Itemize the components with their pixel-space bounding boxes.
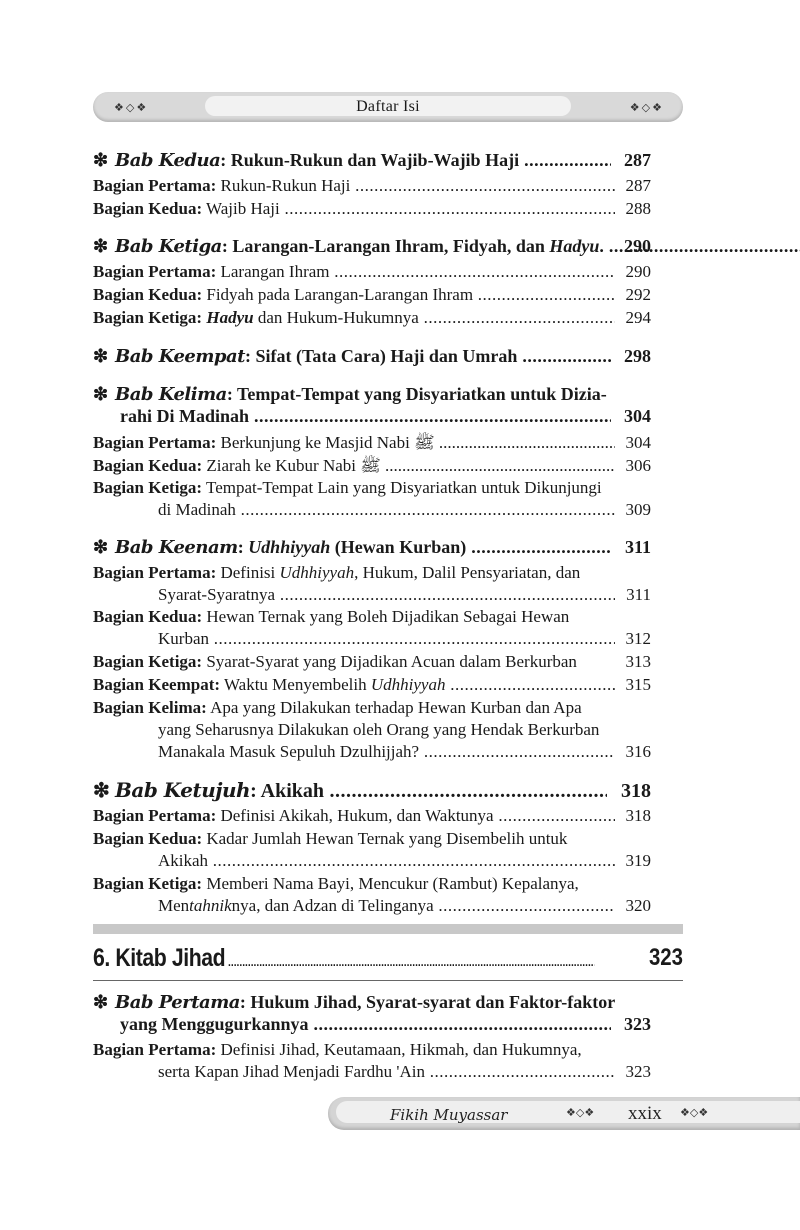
ornament-right-icon: ❖ ◇ ❖	[629, 101, 662, 114]
toc-bab-entry-cont[interactable]: rahi Di Madinah ..... 304	[120, 406, 651, 430]
toc-bagian-entry[interactable]: Bagian Kedua: Ziarah ke Kubur Nabi ﷺ ..... 306	[93, 455, 651, 477]
kitab-page: 323	[648, 944, 683, 971]
asterisk-icon: ❇	[93, 384, 109, 404]
toc-bagian-entry-cont[interactable]: Manakala Masuk Sepuluh Dzulhijjah? ..... 316	[158, 742, 651, 764]
toc-bagian-entry[interactable]: Bagian Kedua: Kadar Jumlah Hewan Ternak yang Disembelih untuk	[93, 829, 568, 848]
toc-bagian-entry-cont[interactable]: di Madinah ..... 309	[158, 500, 651, 522]
toc-bagian-entry[interactable]: Bagian Kedua: Hewan Ternak yang Boleh Dijadikan Sebagai Hewan	[93, 607, 570, 626]
toc-bagian-entry[interactable]: Bagian Ketiga: Hadyu dan Hukum-Hukumnya ..... 294	[93, 308, 651, 330]
header-title: Daftar Isi	[356, 98, 420, 115]
toc-bagian-entry[interactable]: Bagian Ketiga: Memberi Nama Bayi, Mencukur (Rambut) Kepalanya,	[93, 874, 579, 893]
toc-bagian-entry-cont[interactable]: Kurban ..... 312	[158, 629, 651, 651]
toc-bagian-entry[interactable]: Bagian Pertama: Rukun-Rukun Haji ..... 287	[93, 176, 651, 198]
toc-bab-entry-cont[interactable]: yang Menggugurkannya ..... 323	[120, 1014, 651, 1038]
toc-bagian-entry-cont[interactable]: Mentahniknya, dan Adzan di Telinganya ..... 320	[158, 896, 651, 918]
toc-bab-entry[interactable]: ❇ Bab Kedua: Rukun-Rukun dan Wajib-Wajib Haji ..... 287	[93, 150, 651, 174]
footer-book-title: Fikih Muyassar	[390, 1106, 508, 1124]
toc-bagian-entry-cont[interactable]: Syarat-Syaratnya ..... 311	[158, 585, 651, 607]
toc-kitab-entry[interactable]: 6. Kitab Jihad .....	[93, 944, 595, 978]
asterisk-icon: ❇	[93, 992, 109, 1012]
asterisk-icon: ❇	[93, 537, 109, 557]
toc-bab-entry[interactable]: ❇ Bab Keempat: Sifat (Tata Cara) Haji dan Umrah ..... 298	[93, 346, 651, 370]
toc-bab-entry[interactable]: ❇ Bab Keenam: Udhhiyyah (Hewan Kurban) ..... 311	[93, 537, 651, 561]
toc-bagian-entry-cont[interactable]: serta Kapan Jihad Menjadi Fardhu 'Ain ..... 323	[158, 1062, 651, 1084]
toc-bagian-entry[interactable]: Bagian Kedua: Fidyah pada Larangan-Larangan Ihram ..... 292	[93, 285, 651, 307]
asterisk-icon: ❇	[93, 346, 109, 366]
toc-bagian-entry[interactable]: Bagian Pertama: Definisi Udhhiyyah, Hukum, Dalil Pensyariatan, dan	[93, 563, 581, 582]
toc-bab-entry[interactable]: ❇ Bab Kelima: Tempat-Tempat yang Disyariatkan untuk Dizia-	[93, 384, 607, 405]
toc-bab-entry[interactable]: ❇ Bab Ketujuh: Akikah ..... 318	[93, 778, 651, 802]
toc-bagian-entry[interactable]: Bagian Pertama: Berkunjung ke Masjid Nabi ﷺ ..... 304	[93, 432, 651, 454]
toc-bab-entry[interactable]: ❇ Bab Pertama: Hukum Jihad, Syarat-syarat dan Faktor-faktor	[93, 992, 616, 1013]
ornament-footer-icon: ❖◇❖	[566, 1107, 595, 1119]
asterisk-icon: ❇	[93, 150, 109, 170]
page-number: xxix	[628, 1103, 662, 1124]
toc-bagian-entry-cont[interactable]: yang Seharusnya Dilakukan oleh Orang yang Hendak Berkurban	[158, 720, 600, 739]
kitab-underline	[93, 980, 683, 981]
asterisk-icon: ❇	[93, 236, 109, 256]
toc-bagian-entry[interactable]: Bagian Kelima: Apa yang Dilakukan terhadap Hewan Kurban dan Apa	[93, 698, 582, 717]
page-header	[93, 92, 683, 122]
toc-bagian-entry[interactable]: Bagian Pertama: Definisi Akikah, Hukum, dan Waktunya ..... 318	[93, 806, 651, 828]
ornament-footer-right-icon: ❖◇❖	[680, 1107, 709, 1119]
section-separator	[93, 924, 683, 934]
toc-bagian-entry[interactable]: Bagian Ketiga: Tempat-Tempat Lain yang Disyariatkan untuk Dikunjungi	[93, 478, 602, 497]
ornament-left-icon: ❖ ◇ ❖	[114, 101, 147, 114]
toc-bagian-entry[interactable]: Bagian Kedua: Wajib Haji ..... 288	[93, 199, 651, 221]
toc-bagian-entry[interactable]: Bagian Ketiga: Syarat-Syarat yang Dijadikan Acuan dalam Berkurban 313	[93, 652, 651, 671]
asterisk-icon: ❇	[93, 780, 110, 802]
toc-bagian-entry-cont[interactable]: Akikah ..... 319	[158, 851, 651, 873]
page-footer	[328, 1097, 800, 1130]
toc-bagian-entry[interactable]: Bagian Keempat: Waktu Menyembelih Udhhiyyah ..... 315	[93, 675, 651, 697]
toc-bab-entry[interactable]: ❇ Bab Ketiga: Larangan-Larangan Ihram, Fidyah, dan Hadyu. ..... 290	[93, 236, 651, 260]
toc-bagian-entry[interactable]: Bagian Pertama: Larangan Ihram ..... 290	[93, 262, 651, 284]
toc-bagian-entry[interactable]: Bagian Pertama: Definisi Jihad, Keutamaan, Hikmah, dan Hukumnya,	[93, 1040, 582, 1059]
